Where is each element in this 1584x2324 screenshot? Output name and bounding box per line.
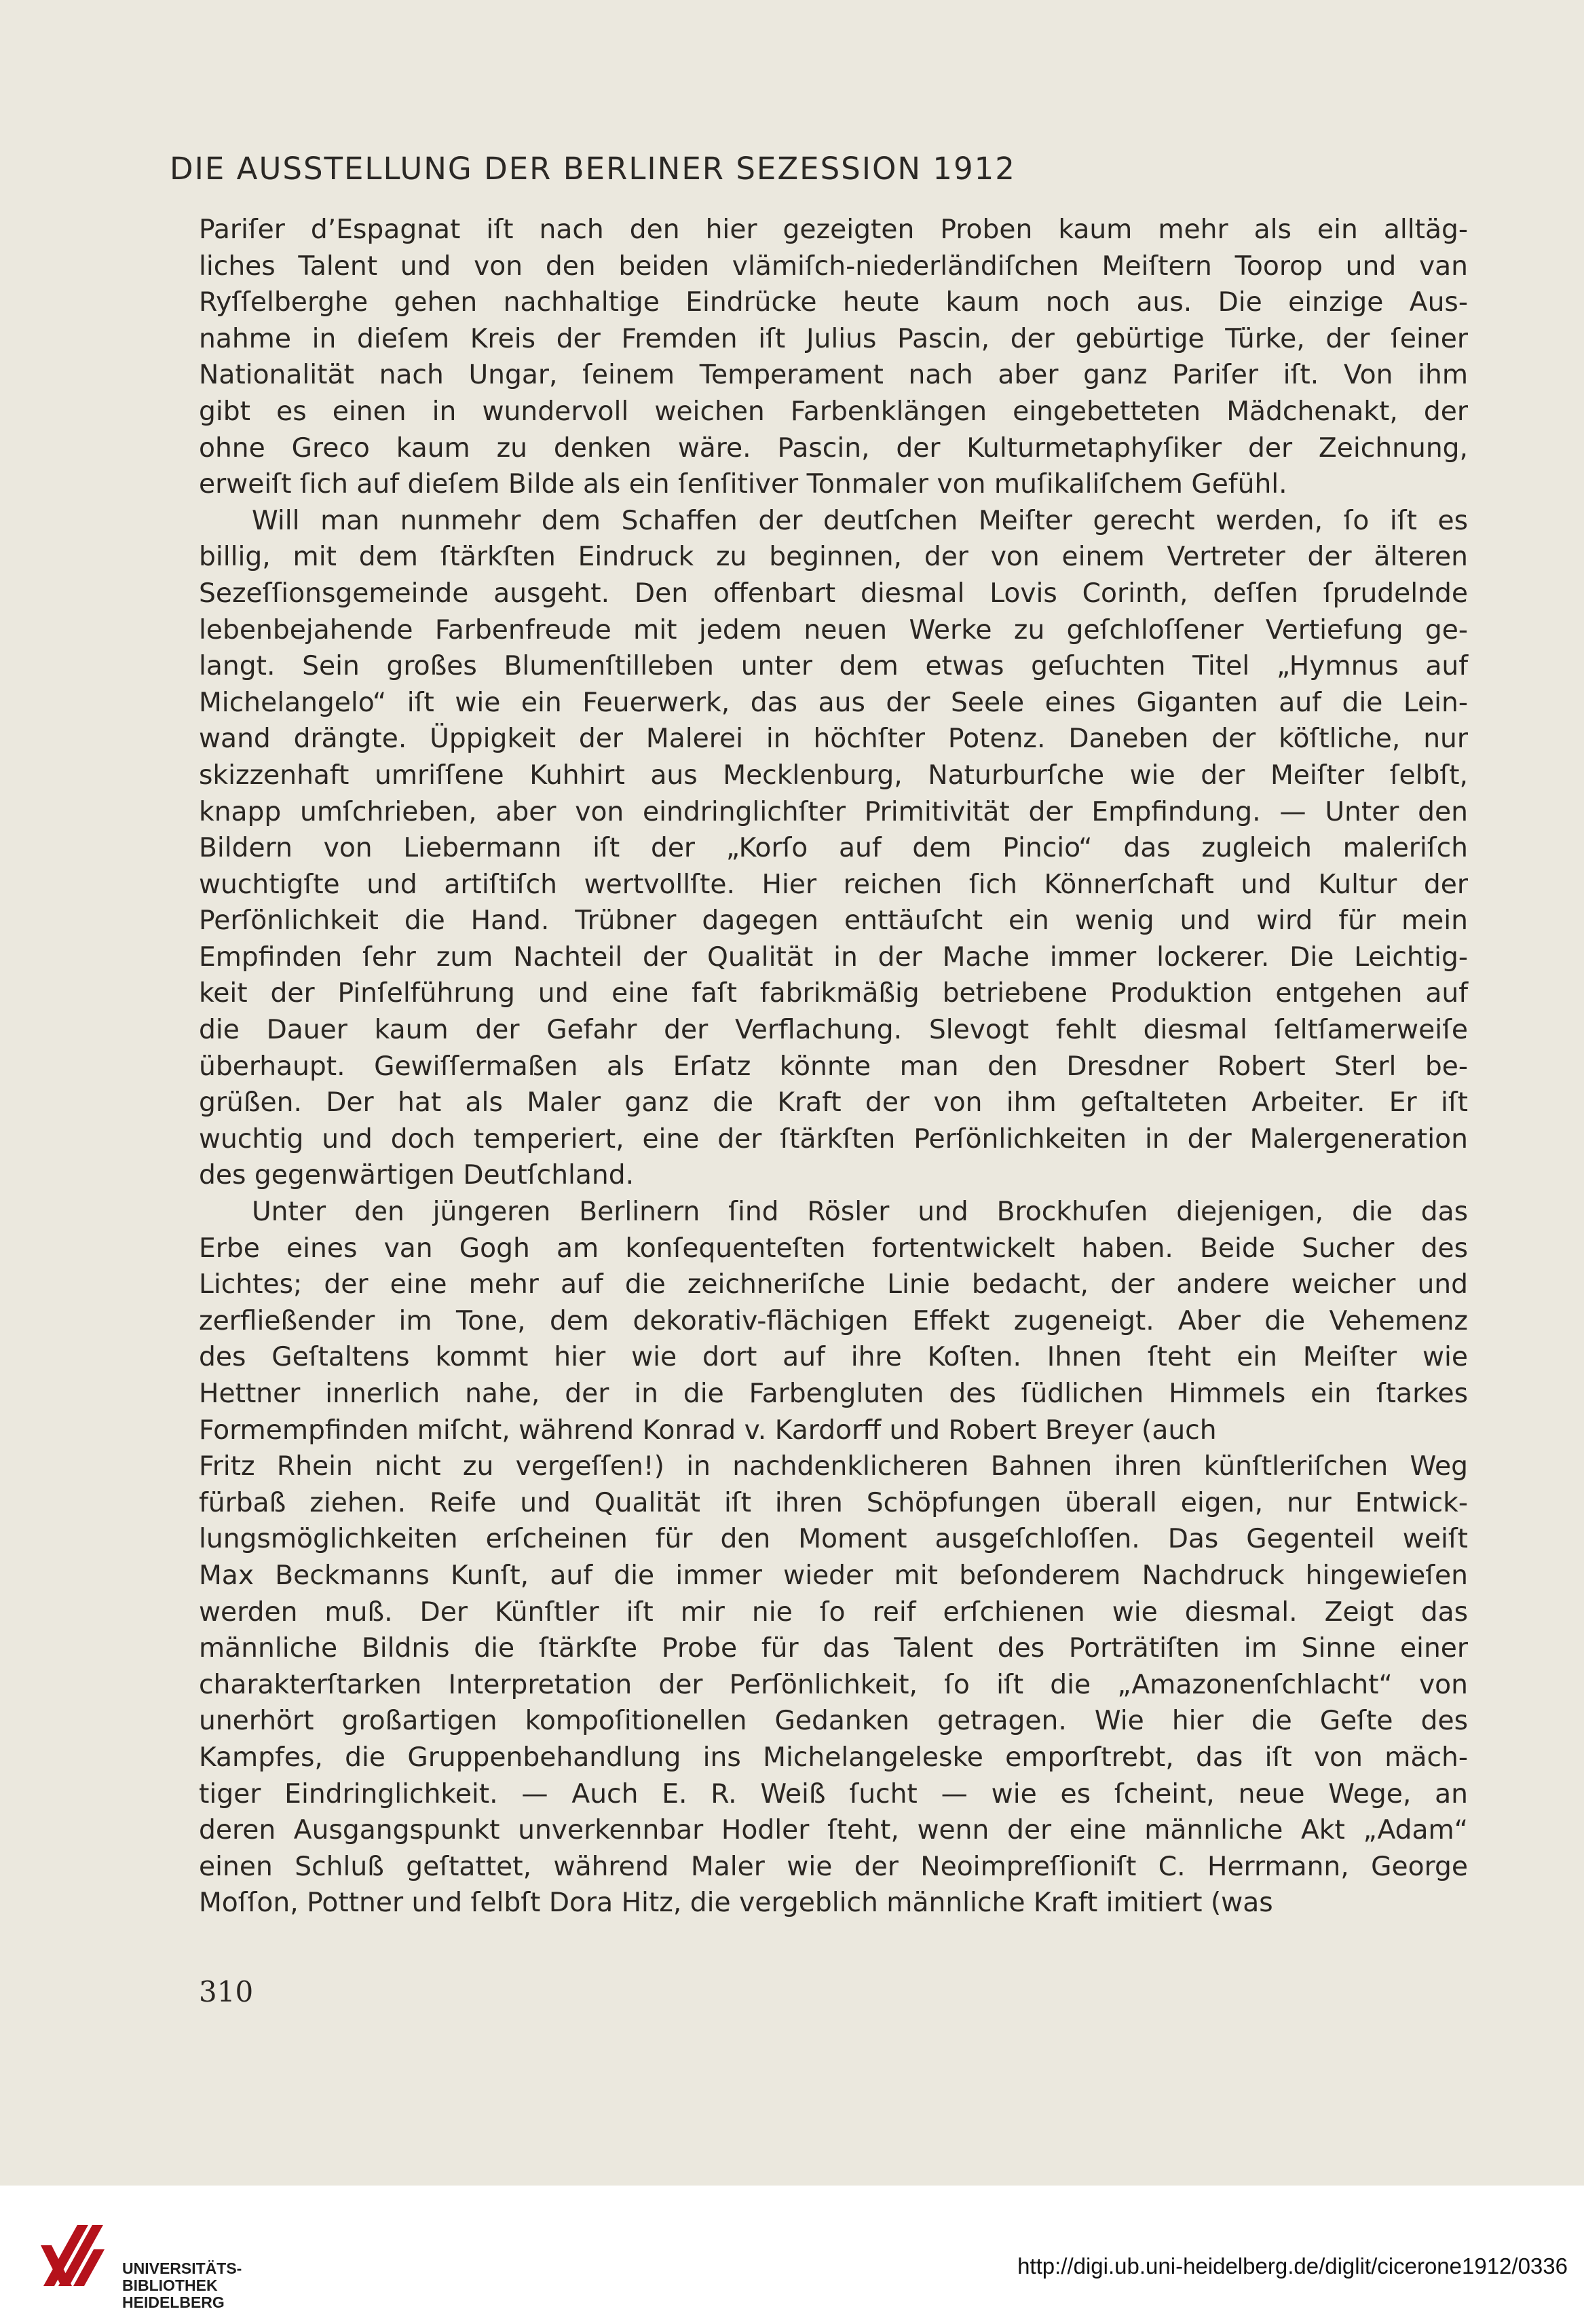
text-line: Lichtes; der eine mehr auf die zeichneriſche Linie bedacht, der andere weicher und <box>199 1269 1468 1300</box>
text-line: Fritz Rhein nicht zu vergeſſen!) in nachdenklicheren Bahnen ihren künſtleriſchen Weg <box>199 1451 1468 1482</box>
text-line: Pariſer d’Espagnat iſt nach den hier gezeigten Proben kaum mehr als ein alltäg- <box>199 214 1468 245</box>
text-line: deren Ausgangspunkt unverkennbar Hodler ſteht, wenn der eine männliche Akt „Adam“ <box>199 1815 1468 1846</box>
text-line: knapp umſchrieben, aber von eindringlichſter Primitivität der Empfindung. — Unter den <box>199 796 1468 827</box>
text-line: keit der Pinſelführung und eine faſt fabrikmäßig betriebene Produktion entgehen auf <box>199 978 1468 1009</box>
text-line: überhaupt. Gewiſſermaßen als Erſatz könnte man den Dresdner Robert Sterl be- <box>199 1051 1468 1082</box>
text-line: lebenbejahende Farbenfreude mit jedem neuen Werke zu geſchloſſener Vertiefung ge- <box>199 614 1468 645</box>
text-line: einen Schluß geſtattet, während Maler wie der Neoimpreſſioniſt C. Herrmann, George <box>199 1851 1468 1882</box>
text-line: des gegenwärtigen Deutſchland. <box>199 1160 635 1191</box>
text-line: Empfinden ſehr zum Nachteil der Qualität in der Mache immer lockerer. Die Leichtig- <box>199 941 1468 973</box>
text-line: tiger Eindringlichkeit. — Auch E. R. Weiß ſucht — wie es ſcheint, neue Wege, an <box>199 1778 1468 1810</box>
text-line: gibt es einen in wundervoll weichen Farbenklängen eingebetteten Mädchenakt, der <box>199 396 1468 427</box>
text-line: Will man nunmehr dem Schaffen der deutſchen Meiſter gerecht werden, ſo iſt es <box>252 505 1468 536</box>
text-line: werden muß. Der Künſtler iſt mir nie ſo reif erſchienen wie diesmal. Zeigt das <box>199 1596 1468 1628</box>
text-line: unerhört großartigen kompoſitionellen Gedanken getragen. Wie hier die Geſte des <box>199 1706 1468 1737</box>
text-line: Bildern von Liebermann iſt der „Korſo auf dem Pincio“ das zugleich maleriſch <box>199 833 1468 864</box>
text-line: Erbe eines van Gogh am konſequenteſten fortentwickelt haben. Beide Sucher des <box>199 1233 1468 1264</box>
library-name <box>122 2260 242 2311</box>
text-line: männliche Bildnis die ſtärkſte Probe für das Talent des Porträtiſten im Sinne einer <box>199 1633 1468 1664</box>
text-line: ohne Greco kaum zu denken wäre. Pascin, der Kulturmetaphyſiker der Zeichnung, <box>199 432 1468 464</box>
text-line: Kampfes, die Gruppenbehandlung ins Michelangeleske emporſtrebt, das iſt von mäch- <box>199 1742 1468 1773</box>
text-line: charakterſtarken Interpretation der Perſönlichkeit, ſo iſt die „Amazonenſchlacht“ von <box>199 1669 1468 1700</box>
text-line: Moſſon, Pottner und ſelbſt Dora Hitz, die vergeblich männliche Kraft imitiert (was <box>199 1888 1273 1919</box>
text-line: erweiſt ſich auf dieſem Bilde als ein ſenſitiver Tonmaler von muſikaliſchem Gefühl. <box>199 469 1287 500</box>
text-line: fürbaß ziehen. Reife und Qualität iſt ihren Schöpfungen überall eigen, nur Entwick- <box>199 1487 1468 1518</box>
text-line: lungsmöglichkeiten erſcheinen für den Moment ausgeſchloſſen. Das Gegenteil weiſt <box>199 1524 1468 1555</box>
running-header: DIE AUSSTELLUNG DER BERLINER SEZESSION 1912 <box>170 151 1016 187</box>
library-emblem-icon <box>38 2218 114 2294</box>
text-line: Michelangelo“ iſt wie ein Feuerwerk, das aus der Seele eines Giganten auf die Lein- <box>199 687 1468 718</box>
text-line: liches Talent und von den beiden vlämiſch-niederländiſchen Meiſtern Toorop und van <box>199 250 1468 282</box>
body-text <box>199 212 1468 1922</box>
text-line: zerfließender im Tone, dem dekorativ-flächigen Effekt zugeneigt. Aber die Vehemenz <box>199 1305 1468 1336</box>
text-line: langt. Sein großes Blumenſtilleben unter dem etwas geſuchten Titel „Hymnus auf <box>199 651 1468 682</box>
source-url-link[interactable]: http://digi.ub.uni-heidelberg.de/diglit/cicerone1912/0336 <box>1017 2253 1568 2279</box>
text-line: skizzenhaft umriſſene Kuhhirt aus Mecklenburg, Naturburſche wie der Meiſter ſelbſt, <box>199 760 1468 791</box>
text-line: die Dauer kaum der Gefahr der Verflachung. Slevogt fehlt diesmal ſeltſamerweiſe <box>199 1015 1468 1046</box>
text-line: wand drängte. Üppigkeit der Malerei in höchſter Potenz. Daneben der köſtliche, nur <box>199 724 1468 755</box>
text-line: Max Beckmanns Kunſt, auf die immer wieder mit beſonderem Nachdruck hingewieſen <box>199 1560 1468 1591</box>
text-line: des Geſtaltens kommt hier wie dort auf ihre Koſten. Ihnen ſteht ein Meiſter wie <box>199 1342 1468 1373</box>
text-line: Sezeſſionsgemeinde ausgeht. Den offenbart diesmal Lovis Corinth, deſſen ſprudelnde <box>199 578 1468 609</box>
text-line: wuchtigſte und artiſtiſch wertvollſte. Hier reichen ſich Könnerſchaft und Kultur der <box>199 869 1468 900</box>
footer-bar <box>0 2186 1584 2324</box>
text-line: Ryſſelberghe gehen nachhaltige Eindrücke heute kaum noch aus. Die einzige Aus- <box>199 287 1468 318</box>
page-number: 310 <box>199 1975 254 2008</box>
library-line: UNIVERSITÄTS- <box>122 2260 242 2277</box>
text-line: billig, mit dem ſtärkſten Eindruck zu beginnen, der von einem Vertreter der älteren <box>199 542 1468 573</box>
text-line: Perſönlichkeit die Hand. Trübner dagegen enttäuſcht ein wenig und wird für mein <box>199 905 1468 937</box>
text-line: grüßen. Der hat als Maler ganz die Kraft der von ihm geſtalteten Arbeiter. Er iſt <box>199 1087 1468 1119</box>
library-logo[interactable] <box>38 2218 242 2311</box>
text-line: nahme in dieſem Kreis der Fremden iſt Julius Pascin, der gebürtige Türke, der ſeiner <box>199 323 1468 354</box>
text-line: Unter den jüngeren Berlinern ſind Rösler und Brockhuſen diejenigen, die das <box>252 1197 1468 1228</box>
text-line: Nationalität nach Ungar, ſeinem Temperament nach aber ganz Pariſer iſt. Von ihm <box>199 360 1468 391</box>
library-line: BIBLIOTHEK <box>122 2276 218 2294</box>
library-line: HEIDELBERG <box>122 2293 225 2311</box>
text-line: Hettner innerlich nahe, der in die Farbengluten des ſüdlichen Himmels ein ſtarkes <box>199 1379 1468 1409</box>
text-line: Formempfinden miſcht, während Konrad v. Kardorff und Robert Breyer (auch <box>199 1414 1217 1446</box>
text-line: wuchtig und doch temperiert, eine der ſtärkſten Perſönlichkeiten in der Malergeneration <box>199 1123 1468 1155</box>
